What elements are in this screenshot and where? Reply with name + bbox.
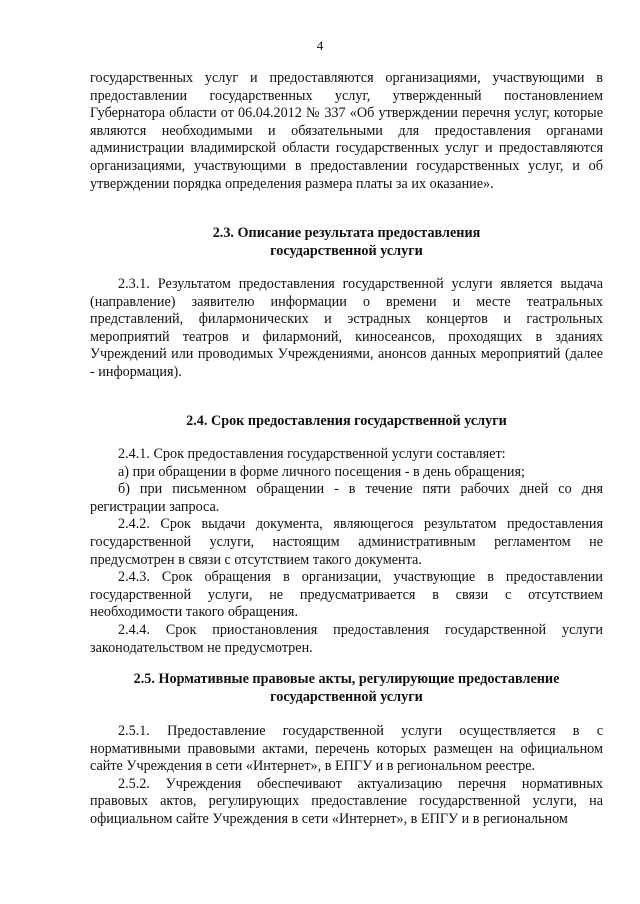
section-2-5-heading (90, 671, 603, 706)
page-number: 4 (316, 38, 324, 53)
section-2-3-body (90, 276, 603, 382)
paragraph-2-4-1: 2.4.1. Срок предоставления государственной услуги составляет: (118, 446, 506, 462)
section-2-4-body (90, 446, 603, 657)
section-2-4-heading-text: 2.4. Срок предоставления государственной услуги (186, 413, 507, 429)
paragraph-2-4-1-b: б) при письменном обращении - в течение пяти рабочих дней со дня регистрации запроса. (90, 481, 603, 515)
paragraph-2-4-1-a: а) при обращении в форме личного посещения - в день обращения; (118, 463, 525, 480)
section-2-4-heading (90, 413, 603, 431)
section-2-5-heading-line2: государственной услуги (270, 688, 423, 705)
paragraph-2-3-1: 2.3.1. Результатом предоставления государственной услуги является выдача (направление) заявителю информации о времени и месте театральных представлений, филармонических и эстрадных концертов и гастрольных мероприятий театров и филармоний, киносеансов, проходящих в зданиях Учреждений или проводимых Учреждениями, анонсов данных мероприятий (далее - информация). (90, 276, 603, 380)
section-2-3-heading (90, 225, 603, 260)
section-2-3-heading-line1: 2.3. Описание результата предоставления (212, 225, 481, 241)
section-2-3-heading-line2: государственной услуги (270, 242, 423, 259)
section-2-5-body (90, 723, 603, 829)
paragraph-2-4-3: 2.4.3. Срок обращения в организации, участвующие в предоставлении государственной услуги, не предусматривается в связи с отсутствием необходимости такого обращения. (90, 569, 603, 621)
intro-paragraph-block (90, 70, 603, 193)
paragraph-2-5-1: 2.5.1. Предоставление государственной услуги осуществляется в с нормативными правовыми актами, перечень которых размещен на официальном сайте Учреждения в сети «Интернет», в ЕПГУ и в региональном реестре. (90, 723, 603, 775)
paragraph-2-4-4: 2.4.4. Срок приостановления предоставления государственной услуги законодательством не предусмотрен. (90, 621, 603, 656)
section-2-5-heading-line1: 2.5. Нормативные правовые акты, регулирующие предоставление (133, 671, 560, 687)
paragraph-2-5-2: 2.5.2. Учреждения обеспечивают актуализацию перечня нормативных правовых актов, регулирующих предоставление государственной услуги, на официальном сайте Учреждения в сети «Интернет», в ЕПГУ и в региональном (90, 775, 603, 827)
paragraph-2-4-2: 2.4.2. Срок выдачи документа, являющегося результатом предоставления государственной услуги, настоящим административным регламентом не предусмотрен в связи с отсутствием такого документа. (90, 516, 603, 568)
intro-paragraph: государственных услуг и предоставляются организациями, участвующими в предоставлении государственных услуг, утвержденный постановлением Губернатора области от 06.04.2012 № 337 «Об утверждении перечня услуг, которые являются необходимыми и обязательными для предоставления органами администрации владимирской области государственных услуг и предоставляются организациями, участвующими в предоставлении государственных услуг, и об утверждении порядка определения размера платы за их оказание». (90, 70, 603, 192)
